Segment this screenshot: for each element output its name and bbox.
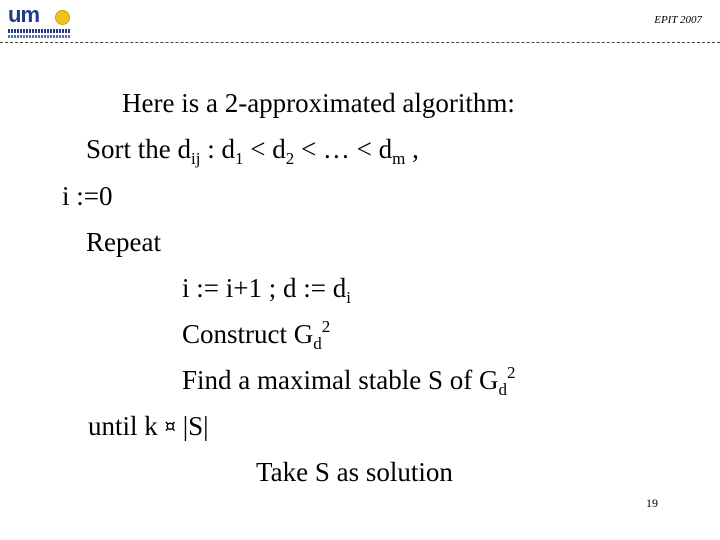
- solution-line: Take S as solution: [256, 457, 453, 487]
- logo-ball-icon: [55, 10, 70, 25]
- header-divider: [0, 42, 720, 43]
- logo-subtitle-strip-2: [8, 35, 70, 38]
- sort-line: Sort the $d_{ij}$ : $d_1 < d_2$ < … < $d_m$ ,: [86, 134, 419, 168]
- logo-subtitle-strip: [8, 29, 70, 33]
- relation-symbol-icon: ¤: [164, 416, 176, 437]
- page-number: 19: [646, 496, 658, 510]
- algorithm-intro: Here is a 2-approximated algorithm:: [122, 88, 515, 118]
- init-line: i :=0: [62, 181, 113, 211]
- conference-label: EPIT 2007: [654, 14, 702, 26]
- construct-line: Construct $G_d^2$: [182, 317, 331, 353]
- logo-wordmark: um: [8, 2, 39, 27]
- until-line: until k ¤ |S|: [88, 411, 209, 441]
- increment-line: i := i+1 ; d := $d_i$: [182, 273, 351, 307]
- university-logo: [8, 2, 72, 40]
- repeat-line: Repeat: [86, 227, 161, 257]
- find-stable-line: Find a maximal stable S of $G_d^2$: [182, 363, 516, 399]
